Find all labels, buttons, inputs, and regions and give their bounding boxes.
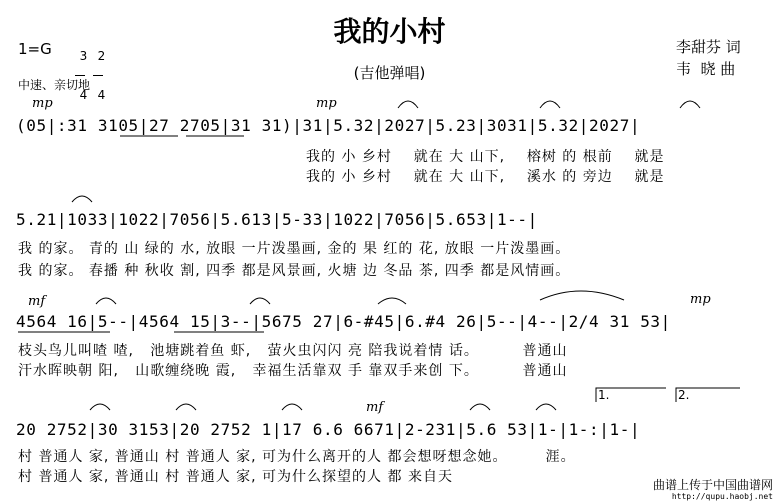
slur — [540, 291, 624, 300]
slur — [378, 298, 406, 304]
slur — [398, 101, 418, 108]
lyric-line: 枝头鸟儿叫喳 喳, 池塘跳着鱼 虾, 萤火虫闪闪 亮 陪我说着情 话。 普通山 — [18, 343, 568, 359]
dynamic-mark: mp — [316, 96, 337, 111]
lyric-line: 汗水晖映朝 阳, 山歌缠绕晚 霞, 幸福生活靠双 手 靠双手来创 下。 普通山 — [18, 363, 568, 379]
volta-bracket-1: 1. — [598, 388, 610, 402]
slur — [90, 404, 110, 410]
tempo-marking: 中速、亲切地 — [18, 78, 91, 92]
page-title: 我的小村 — [333, 15, 446, 48]
time-sig-top: 3 — [79, 49, 88, 63]
slur — [282, 404, 302, 410]
key-signature: 1=G — [18, 40, 52, 58]
lyric-line: 我的 小 乡村 就在 大 山下, 溪水 的 旁边 就是 — [306, 169, 665, 185]
slur — [96, 298, 116, 304]
lyric-line: 村 普通人 家, 普通山 村 普通人 家, 可为什么探望的人 都 来自天 — [18, 469, 453, 485]
slur — [176, 404, 196, 410]
dynamic-mark: mf — [366, 400, 384, 415]
footer-watermark: 曲谱上传于中国曲谱网 — [652, 478, 773, 492]
lyric-line: 我 的家。 春播 种 秋收 割, 四季 都是风景画, 火塘 边 冬品 茶, 四季 都是风情画。 — [18, 263, 571, 279]
time-sig-top: 2 — [97, 49, 106, 63]
volta-line-1 — [596, 388, 666, 402]
volta-bracket-2: 2. — [678, 388, 690, 402]
slur — [470, 404, 490, 410]
page-subtitle: (吉他弹唱) — [353, 64, 426, 82]
slur — [540, 101, 560, 108]
slur — [680, 101, 700, 108]
composer-credit: 韦 晓 曲 — [676, 60, 736, 78]
dynamic-mark: mf — [28, 294, 46, 309]
lyric-line: 村 普通人 家, 普通山 村 普通人 家, 可为什么离开的人 都会想呀想念她。 涯。 — [18, 449, 576, 465]
notation-line-3: 4564 16|5--|4564 15|3--|5675 27|6-#45|6.#4 26|5--|4--|2/4 31 53| — [16, 312, 671, 331]
footer-url: http://qupu.haobj.net — [671, 492, 773, 501]
lyricist-credit: 李甜芬 词 — [676, 38, 741, 56]
time-sig-bottom: 4 — [79, 88, 88, 102]
volta-line-2 — [676, 388, 740, 402]
slur — [536, 404, 556, 410]
slur — [250, 298, 270, 304]
slur — [72, 196, 92, 202]
notation-line-4: 20 2752|30 3153|20 2752 1|17 6.6 6671|2-231|5.6 53|1-|1-:|1-| — [16, 420, 641, 439]
dynamic-mark: mp — [32, 96, 53, 111]
notation-line-2: 5.21|1033|1022|7056|5.613|5-33|1022|7056|5.653|1--| — [16, 210, 538, 229]
dynamic-mark: mp — [690, 292, 711, 307]
time-sig-bottom: 4 — [97, 88, 106, 102]
lyric-line: 我的 小 乡村 就在 大 山下, 榕树 的 根前 就是 — [306, 149, 665, 165]
lyric-line: 我 的家。 青的 山 绿的 水, 放眼 一片泼墨画, 金的 果 红的 花, 放眼 一片泼墨画。 — [18, 241, 571, 257]
notation-line-1: (05|:31 3105|27 2705|31 31)|31|5.32|2027|5.23|3031|5.32|2027| — [16, 116, 641, 135]
